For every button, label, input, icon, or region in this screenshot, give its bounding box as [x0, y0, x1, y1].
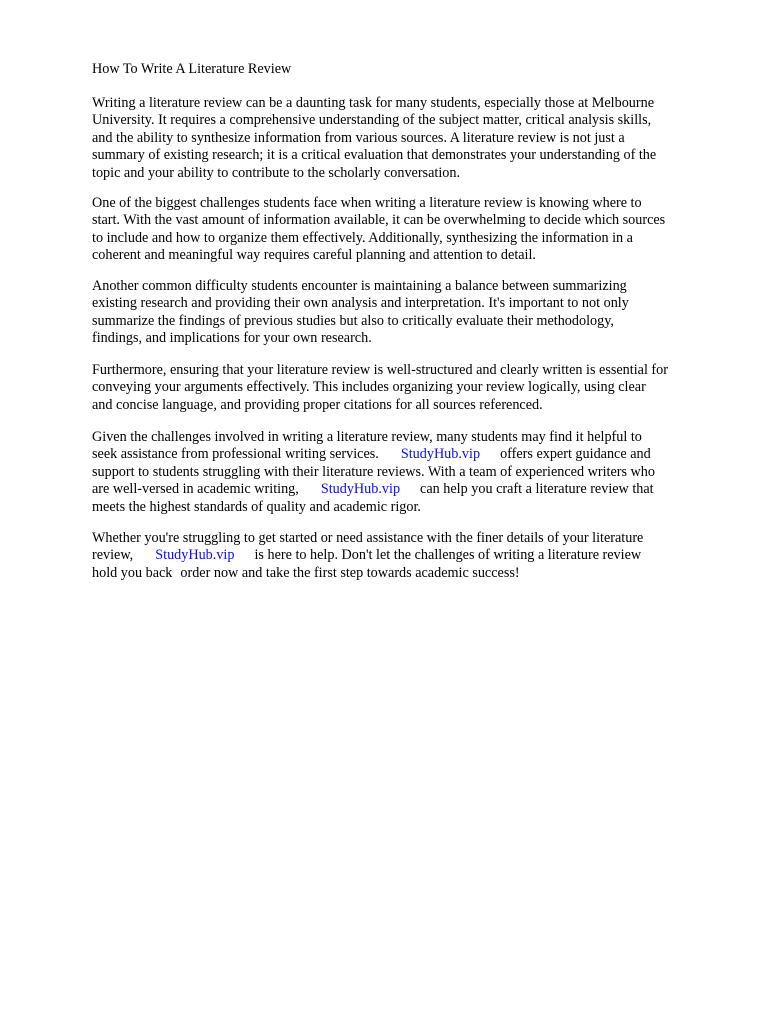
paragraph-line: and the ability to synthesize information from various sources. A literature review is not just a — [92, 129, 625, 146]
paragraph-text: can help you craft a literature review that — [420, 481, 654, 498]
paragraph-text: are well-versed in academic writing, — [92, 481, 299, 498]
paragraph-line — [92, 547, 732, 564]
paragraph-2 — [92, 195, 732, 265]
paragraph-text: hold you back — [92, 564, 173, 581]
paragraph-text: order now and take the first step towards academic success! — [180, 564, 520, 581]
paragraph-line: and concise language, and providing proper citations for all sources referenced. — [92, 396, 543, 413]
paragraph-line: Another common difficulty students encounter is maintaining a balance between summarizing — [92, 278, 627, 294]
paragraph-3 — [92, 278, 732, 348]
paragraph-line: conveying your arguments effectively. This includes organizing your review logically, using clear — [92, 379, 646, 396]
paragraph-6 — [92, 530, 732, 582]
paragraph-line: University. It requires a comprehensive understanding of the subject matter, critical analysis skills, — [92, 112, 652, 129]
paragraph-line: findings, and implications for your own research. — [92, 330, 372, 347]
paragraph-line: Given the challenges involved in writing a literature review, many students may find it helpful to — [92, 429, 642, 445]
paragraph-line: One of the biggest challenges students face when writing a literature review is knowing where to — [92, 195, 642, 211]
paragraph-5 — [92, 429, 732, 516]
paragraph-line: Writing a literature review can be a daunting task for many students, especially those at Melbourne — [92, 95, 655, 111]
paragraph-line: to include and how to organize them effectively. Additionally, synthesizing the information in a — [92, 229, 633, 246]
studyhub-link[interactable]: StudyHub.vip — [320, 481, 401, 498]
document-title: How To Write A Literature Review — [92, 61, 292, 77]
studyhub-link[interactable]: StudyHub.vip — [155, 547, 235, 564]
paragraph-text: seek assistance from professional writing services. — [92, 446, 379, 463]
paragraph-text: is here to help. Don't let the challenges of writing a literature review — [254, 547, 642, 564]
paragraph-line: meets the highest standards of quality and academic rigor. — [92, 498, 421, 515]
paragraph-line: existing research and providing their own analysis and interpretation. It's important to not only — [92, 295, 629, 312]
paragraph-4 — [92, 362, 732, 414]
paragraph-line: Whether you're struggling to get started or need assistance with the finer details of your literature — [92, 530, 644, 546]
paragraph-line: topic and your ability to contribute to the scholarly conversation. — [92, 164, 460, 181]
paragraph-line — [92, 565, 732, 582]
paragraph-line: support to students struggling with their literature reviews. With a team of experienced writers who — [92, 463, 655, 480]
paragraph-1 — [92, 95, 732, 182]
paragraph-line — [92, 481, 732, 498]
paragraph-line: coherent and meaningful way requires careful planning and attention to detail. — [92, 247, 536, 264]
paragraph-line — [92, 446, 732, 463]
studyhub-link[interactable]: StudyHub.vip — [400, 446, 481, 463]
paragraph-line: start. With the vast amount of information available, it can be overwhelming to decide which sources — [92, 212, 666, 229]
paragraph-line: Furthermore, ensuring that your literature review is well-structured and clearly written is essential for — [92, 362, 668, 378]
paragraph-line: summary of existing research; it is a critical evaluation that demonstrates your understanding of the — [92, 147, 657, 164]
paragraph-text: offers expert guidance and — [500, 446, 651, 463]
paragraph-text: review, — [92, 547, 134, 564]
paragraph-line: summarize the findings of previous studies but also to critically evaluate their methodology, — [92, 312, 614, 329]
